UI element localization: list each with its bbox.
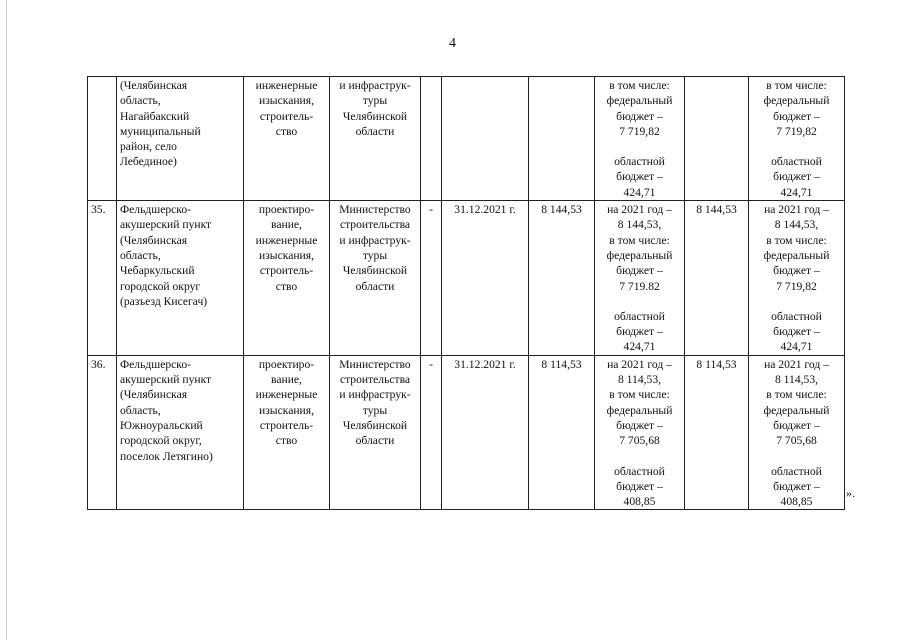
cell-text-line: район, село — [120, 140, 177, 154]
cell-text-line: изыскания, — [259, 403, 314, 417]
cell-text-line: бюджет – — [773, 479, 820, 493]
page-edge-line — [6, 0, 7, 640]
cell-text-line: областной — [614, 155, 665, 169]
funding-breakdown-2-cell — [749, 201, 845, 356]
cell-text-line: (разъезд Кисегач) — [120, 294, 208, 308]
cell-text-line: бюджет – — [616, 479, 663, 493]
cell-text-line: вание, — [271, 373, 302, 387]
dash-cell — [421, 201, 442, 356]
cell-text-line: 7 705,68 — [619, 434, 660, 448]
funding-breakdown-2-cell — [749, 77, 845, 201]
blank-line — [752, 139, 841, 154]
cell-text-line: бюджет – — [773, 264, 820, 278]
blank-line — [752, 449, 841, 464]
cell-text-line: туры — [362, 248, 388, 262]
cell-text-line: бюджет – — [616, 170, 663, 184]
cell-text-line: 424,71 — [780, 340, 813, 354]
cell-text-line: туры — [362, 403, 388, 417]
cell-text-line: (Челябинская — [120, 233, 188, 247]
closing-quote-mark: ». — [846, 486, 855, 500]
cell-text-line: 7 719,82 — [776, 279, 817, 293]
cell-text-line: строитель- — [259, 264, 314, 278]
cell-text: 31.12.2021 г. — [454, 203, 516, 217]
cell-text-line: бюджет – — [773, 170, 820, 184]
cell-text-line: (Челябинская — [120, 79, 188, 92]
cell-text-line: федеральный — [763, 248, 830, 262]
cell-text-line: 408,85 — [623, 495, 656, 509]
cell-text-line: бюджет – — [616, 264, 663, 278]
cell-text-line: строительства — [339, 373, 411, 387]
cell-text-line: и инфраструк- — [339, 79, 411, 92]
cell-text-line: в том числе: — [609, 79, 670, 92]
blank-line — [598, 449, 681, 464]
customer-cell — [330, 77, 421, 201]
cell-text-line: поселок Летягино) — [120, 449, 213, 463]
row-number-cell — [88, 201, 117, 356]
cell-text-line: туры — [362, 94, 388, 108]
cell-text: - — [429, 357, 433, 371]
cell-text: 35. — [91, 203, 106, 217]
dash-cell — [421, 355, 442, 510]
cell-text-line: Лебединое) — [120, 155, 177, 169]
cell-text-line: федеральный — [606, 248, 673, 262]
cell-text-line: 424,71 — [623, 340, 656, 354]
work-type-cell — [244, 355, 330, 510]
customer-cell — [330, 355, 421, 510]
cell-text-line: ство — [275, 434, 298, 448]
object-name-cell — [117, 77, 244, 201]
cell-text: 8 114,53 — [696, 357, 737, 371]
cell-text-line: областной — [614, 464, 665, 478]
estimated-cost-cell — [529, 355, 595, 510]
cell-text-line: 8 114,53, — [774, 373, 819, 387]
cell-text-line: 7 719.82 — [619, 279, 660, 293]
row-number-cell — [88, 77, 117, 201]
cell-text-line: 8 114,53, — [617, 373, 662, 387]
cell-text-line: федеральный — [763, 403, 830, 417]
cell-text-line: 7 705,68 — [776, 434, 817, 448]
cell-text-line: 7 719,82 — [619, 124, 660, 138]
cell-text-line: область, — [120, 94, 161, 108]
cell-text-line: областной — [771, 464, 822, 478]
cell-text-line: области — [355, 124, 395, 138]
cell-text-line: городской округ — [120, 279, 201, 293]
row-number-cell — [88, 355, 117, 510]
cell-text-line: проектиро- — [258, 203, 315, 217]
work-type-cell — [244, 77, 330, 201]
cell-text-line: Фельдшерско- — [120, 357, 191, 371]
cell-text-line: федеральный — [606, 403, 673, 417]
cell-text-line: на 2021 год – — [607, 203, 672, 217]
blank-line — [598, 139, 681, 154]
cell-text-line: 424,71 — [623, 185, 656, 199]
cell-text-line: в том числе: — [609, 233, 670, 247]
cell-text-line: Нагайбакский — [120, 109, 190, 123]
cell-text-line: федеральный — [763, 94, 830, 108]
cell-text-line: строитель- — [259, 109, 314, 123]
cell-text-line: в том числе: — [766, 388, 827, 402]
cell-text: 31.12.2021 г. — [454, 357, 516, 371]
cell-text-line: Министерство — [339, 203, 411, 217]
cell-text-line: инженерные — [255, 233, 318, 247]
deadline-date-cell — [442, 201, 529, 356]
cell-text-line: вание, — [271, 218, 302, 232]
cell-text-line: проектиро- — [258, 357, 315, 371]
cell-text-line: Фельдшерско- — [120, 203, 191, 217]
cell-text: 36. — [91, 357, 106, 371]
funding-breakdown-cell — [595, 77, 685, 201]
deadline-date-cell — [442, 355, 529, 510]
object-name-cell — [117, 355, 244, 510]
cell-text-line: 424,71 — [780, 185, 813, 199]
funding-breakdown-cell — [595, 355, 685, 510]
cell-text-line: инженерные — [255, 388, 318, 402]
cell-text-line: на 2021 год – — [764, 203, 829, 217]
cell-text-line: строитель- — [259, 418, 314, 432]
cell-text-line: Министерство — [339, 357, 411, 371]
table-row — [88, 77, 845, 201]
cell-text-line: (Челябинская — [120, 388, 188, 402]
page-number: 4 — [449, 36, 456, 51]
cell-text-line: 408,85 — [780, 495, 813, 509]
work-type-cell — [244, 201, 330, 356]
cell-text-line: область, — [120, 248, 161, 262]
deadline-date-cell — [442, 77, 529, 201]
cell-text-line: изыскания, — [259, 94, 314, 108]
cell-text-line: бюджет – — [616, 109, 663, 123]
cell-text-line: на 2021 год – — [764, 357, 829, 371]
funding-breakdown-cell — [595, 201, 685, 356]
cell-text-line: в том числе: — [766, 79, 827, 92]
cell-text-line: и инфраструк- — [339, 388, 411, 402]
estimated-cost-cell — [529, 77, 595, 201]
cell-text-line: области — [355, 279, 395, 293]
cell-text-line: на 2021 год – — [607, 357, 672, 371]
funding-limit-cell — [685, 355, 749, 510]
cell-text-line: областной — [771, 309, 822, 323]
objects-table — [87, 76, 845, 510]
cell-text-line: Челябинской — [342, 109, 408, 123]
cell-text-line: инженерные — [255, 79, 318, 92]
funding-limit-cell — [685, 201, 749, 356]
cell-text-line: в том числе: — [766, 233, 827, 247]
cell-text-line: область, — [120, 403, 161, 417]
cell-text-line: областной — [771, 155, 822, 169]
cell-text-line: бюджет – — [773, 418, 820, 432]
cell-text-line: бюджет – — [616, 418, 663, 432]
estimated-cost-cell — [529, 201, 595, 356]
cell-text-line: 8 144,53, — [774, 218, 819, 232]
customer-cell — [330, 201, 421, 356]
cell-text: 8 144,53 — [696, 203, 737, 217]
cell-text-line: Южноуральский — [120, 418, 203, 432]
blank-line — [752, 294, 841, 309]
cell-text-line: Чебаркульский — [120, 264, 195, 278]
cell-text-line: областной — [614, 309, 665, 323]
table-row — [88, 201, 845, 356]
cell-text-line: бюджет – — [773, 325, 820, 339]
cell-text-line: ство — [275, 124, 298, 138]
dash-cell — [421, 77, 442, 201]
cell-text: - — [429, 203, 433, 217]
cell-text: 8 114,53 — [541, 357, 582, 371]
cell-text-line: федеральный — [606, 94, 673, 108]
cell-text: 8 144,53 — [541, 203, 582, 217]
cell-text-line: муниципальный — [120, 124, 201, 138]
cell-text-line: акушерский пункт — [120, 218, 212, 232]
funding-limit-cell — [685, 77, 749, 201]
cell-text-line: Челябинской — [342, 264, 408, 278]
blank-line — [598, 294, 681, 309]
table-row — [88, 355, 845, 510]
cell-text-line: и инфраструк- — [339, 233, 411, 247]
funding-breakdown-2-cell — [749, 355, 845, 510]
cell-text-line: городской округ, — [120, 434, 202, 448]
cell-text-line: в том числе: — [609, 388, 670, 402]
object-name-cell — [117, 201, 244, 356]
cell-text-line: бюджет – — [616, 325, 663, 339]
cell-text-line: области — [355, 434, 395, 448]
cell-text-line: бюджет – — [773, 109, 820, 123]
cell-text-line: Челябинской — [342, 418, 408, 432]
cell-text-line: 7 719,82 — [776, 124, 817, 138]
cell-text-line: изыскания, — [259, 248, 314, 262]
cell-text-line: строительства — [339, 218, 411, 232]
cell-text-line: акушерский пункт — [120, 373, 212, 387]
cell-text-line: ство — [275, 279, 298, 293]
cell-text-line: 8 144,53, — [617, 218, 662, 232]
